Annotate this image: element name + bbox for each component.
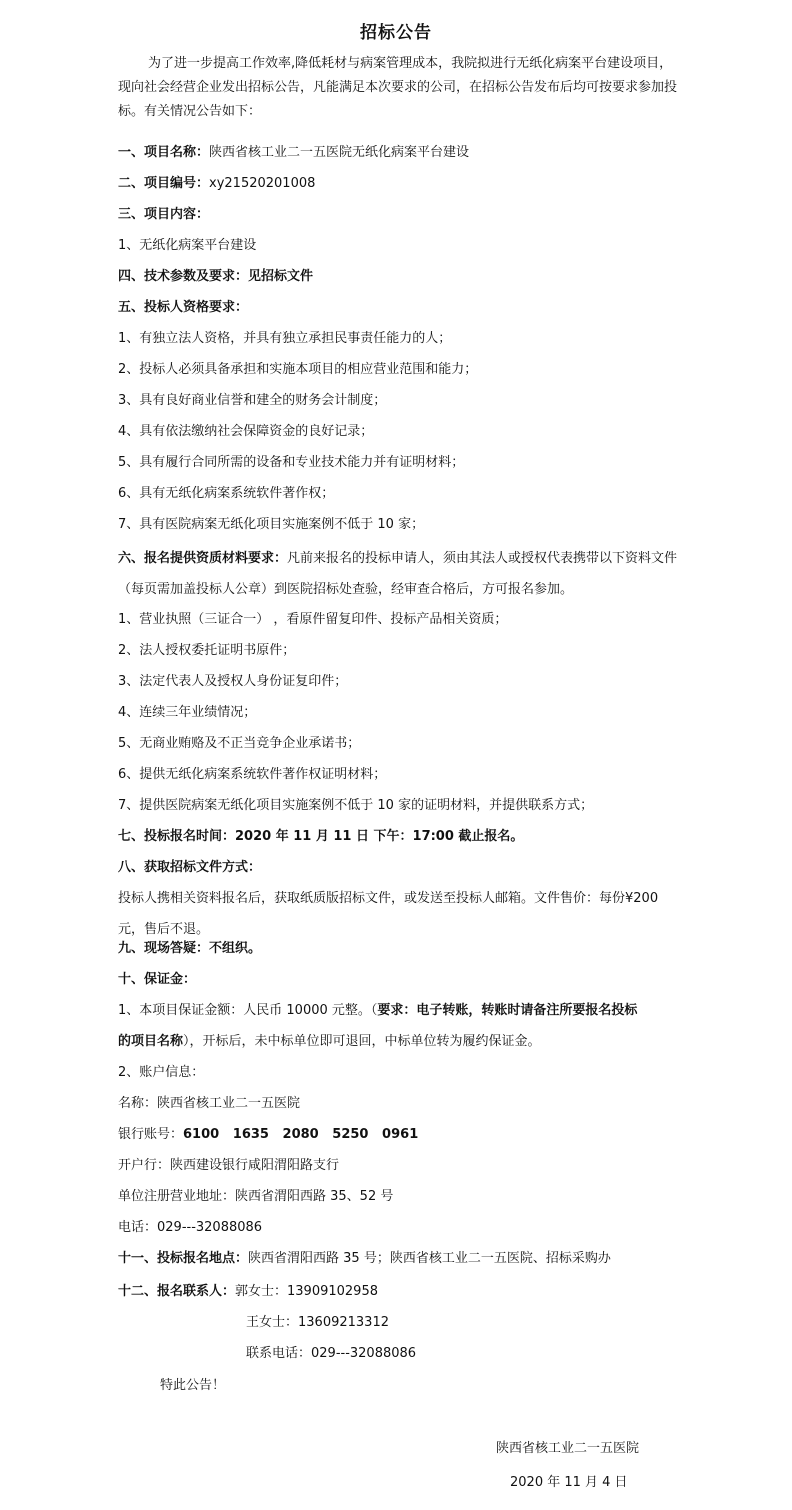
page-title: 招标公告 (360, 23, 432, 43)
qualification-item: 3、具有良好商业信誉和建全的财务会计制度； (118, 393, 387, 408)
material-item: 4、连续三年业绩情况； (118, 705, 257, 720)
account-name: 名称：陕西省核工业二一五医院 (118, 1096, 301, 1111)
closing-text: 特此公告！ (160, 1378, 226, 1393)
section-12 (118, 1283, 378, 1301)
registration-location: 陕西省渭阳西路 35 号；陕西省核工业二一五医院、招标采购办 (248, 1251, 611, 1266)
section-3-label: 三、项目内容： (118, 207, 210, 222)
project-name: 陕西省核工业二一五医院无纸化病案平台建设 (209, 145, 470, 160)
section-11-label: 十一、投标报名地点： (118, 1251, 249, 1266)
section-8-label: 八、获取招标文件方式： (118, 860, 262, 875)
section-5-label: 五、投标人资格要求： (118, 300, 249, 315)
qualification-item: 6、具有无纸化病案系统软件著作权； (118, 486, 335, 501)
qualification-item: 2、投标人必须具备承担和实施本项目的相应营业范围和能力； (118, 362, 478, 377)
qualification-item: 4、具有依法缴纳社会保障资金的良好记录； (118, 424, 374, 439)
deposit-refund: ），开标后，未中标单位即可退回，中标单位转为履约保证金。 (183, 1034, 541, 1049)
section-2 (118, 175, 315, 193)
section-1-label: 一、项目名称： (118, 145, 210, 160)
bank-account (118, 1126, 418, 1144)
section-4-label: 四、技术参数及要求：见招标文件 (118, 269, 314, 284)
qualification-item: 5、具有履行合同所需的设备和专业技术能力并有证明材料； (118, 455, 465, 470)
material-item: 5、无商业贿赂及不正当竞争企业承诺书； (118, 736, 361, 751)
material-item: 7、提供医院病案无纸化项目实施案例不低于 10 家的证明材料，并提供联系方式； (118, 798, 594, 813)
section-12-label: 十二、报名联系人： (118, 1284, 236, 1299)
bank-account-number: 6100 1635 2080 5250 0961 (183, 1127, 419, 1142)
contact-phone: 联系电话：029---32088086 (246, 1346, 417, 1361)
deposit-requirement: 要求：电子转账，转账时请备注所要报名投标 (377, 1003, 638, 1018)
project-number: xy21520201008 (209, 176, 316, 191)
contact-2: 王女士：13609213312 (246, 1315, 389, 1330)
registered-address: 单位注册营业地址：陕西省渭阳西路 35、52 号 (118, 1189, 394, 1204)
bank-branch: 开户行：陕西建设银行咸阳渭阳路支行 (118, 1158, 340, 1173)
account-info-label: 2、账户信息： (118, 1065, 205, 1080)
section-8-text: 投标人携相关资料报名后，获取纸质版招标文件，或发送至投标人邮箱。文件售价：每份¥200 (118, 891, 659, 906)
section-8-text-cont: 元，售后不退。 (118, 922, 210, 937)
section-6 (118, 543, 680, 605)
deposit-item-1-cont (118, 1033, 541, 1051)
contact-1: 郭女士：13909102958 (235, 1284, 378, 1299)
section-6-text: 凡前来报名的投标申请人，须由其法人或授权代表携带以下资料文件（每页需加盖投标人公章）到医院招标处查验，经审查合格后，方可报名参加。 (118, 551, 678, 597)
section-1 (118, 144, 469, 162)
material-item: 2、法人授权委托证明书原件； (118, 643, 296, 658)
deposit-amount: 1、本项目保证金额：人民币 10000 元整。（ (118, 1003, 378, 1018)
section-3-item: 1、无纸化病案平台建设 (118, 238, 257, 253)
qualification-item: 1、有独立法人资格，并具有独立承担民事责任能力的人； (118, 331, 452, 346)
qualification-item: 7、具有医院病案无纸化项目实施案例不低于 10 家； (118, 517, 425, 532)
material-item: 6、提供无纸化病案系统软件著作权证明材料； (118, 767, 387, 782)
deposit-requirement-cont: 的项目名称 (118, 1034, 184, 1049)
material-item: 1、营业执照（三证合一） ，看原件留复印件、投标产品相关资质； (118, 612, 508, 627)
section-2-label: 二、项目编号： (118, 176, 210, 191)
section-6-label: 六、报名提供资质材料要求： (118, 551, 288, 566)
deposit-item-1 (118, 1002, 637, 1020)
bank-account-label: 银行账号： (118, 1127, 184, 1142)
intro-paragraph: 为了进一步提高工作效率,降低耗材与病案管理成本，我院拟进行无纸化病案平台建设项目，现向社会经营企业发出招标公告，凡能满足本次要求的公司，在招标公告发布后均可按要求参加投标。有关情况公告如下： (118, 56, 678, 119)
section-7-label: 七、投标报名时间：2020 年 11 月 11 日 下午：17:00 截止报名。 (118, 829, 524, 844)
signature-org: 陕西省核工业二一五医院 (496, 1441, 640, 1456)
section-11 (118, 1250, 611, 1268)
section-10-label: 十、保证金： (118, 972, 197, 987)
section-9-label: 九、现场答疑：不组织。 (118, 941, 262, 956)
deposit-phone: 电话：029---32088086 (118, 1220, 263, 1235)
signature-date: 2020 年 11 月 4 日 (510, 1475, 628, 1490)
material-item: 3、法定代表人及授权人身份证复印件； (118, 674, 348, 689)
